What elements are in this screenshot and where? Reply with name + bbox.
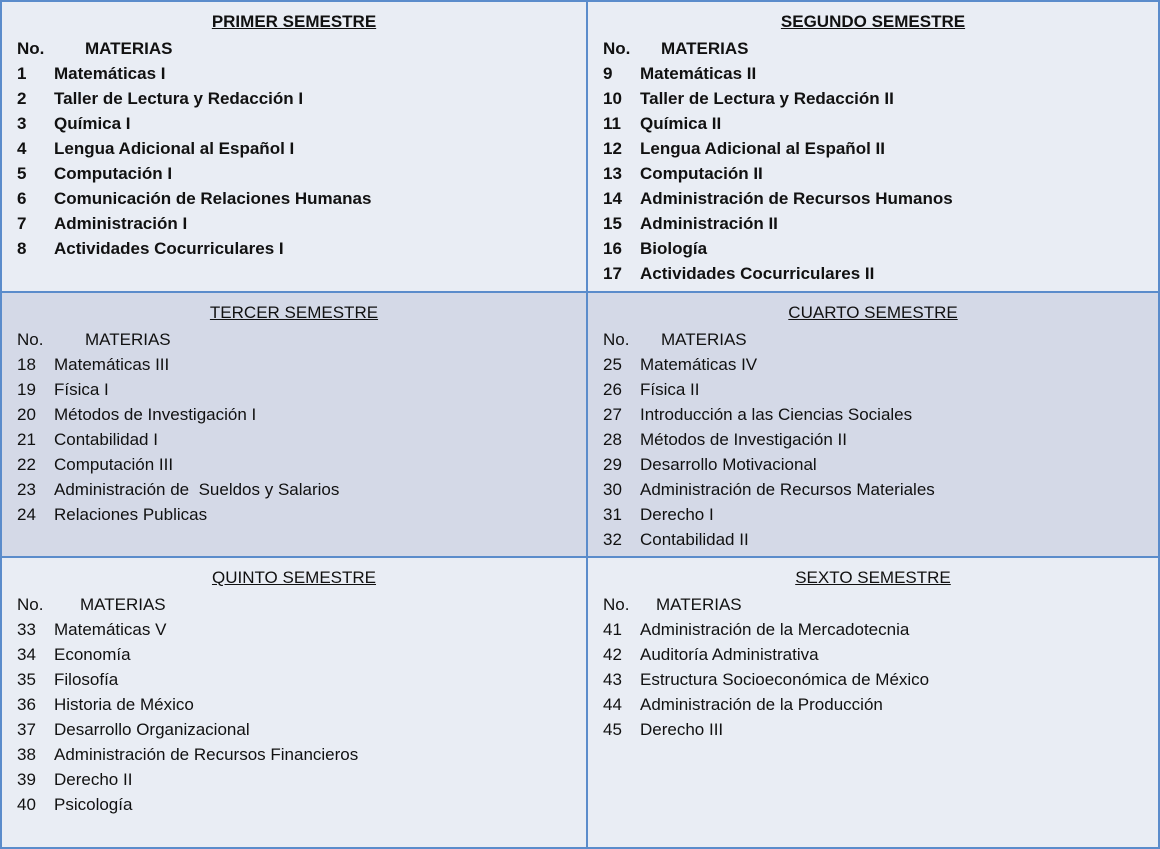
column-header-row: [17, 592, 166, 617]
subject-name: Computación I: [54, 164, 173, 183]
subject-name: Administración de la Mercadotecnia: [640, 620, 910, 639]
subject-row: [603, 502, 714, 527]
semester-title: PRIMER SEMESTRE: [211, 12, 377, 31]
subject-number: 12: [603, 139, 622, 158]
subject-number: 26: [603, 380, 622, 399]
subject-number: 30: [603, 480, 622, 499]
subject-row: [603, 692, 883, 717]
subject-number: 1: [17, 64, 27, 83]
subject-name: Derecho III: [640, 720, 724, 739]
subject-number: 42: [603, 645, 622, 664]
subject-name: Historia de México: [54, 695, 194, 714]
semester-cell: [0, 556, 588, 849]
subject-number: 37: [17, 720, 36, 739]
subject-number: 32: [603, 530, 622, 549]
subject-number: 7: [17, 214, 27, 233]
subject-number: 3: [17, 114, 27, 133]
subject-row: [603, 717, 723, 742]
header-materias: MATERIAS: [80, 595, 166, 614]
subject-name: Administración de Recursos Materiales: [640, 480, 935, 499]
subject-row: [17, 352, 169, 377]
subject-row: [17, 427, 158, 452]
subject-row: [17, 161, 172, 186]
subject-row: [17, 642, 131, 667]
subject-row: [17, 377, 109, 402]
subject-name: Administración II: [640, 214, 778, 233]
subject-row: [17, 767, 132, 792]
header-materias: MATERIAS: [85, 330, 171, 349]
subject-row: [603, 617, 909, 642]
subject-row: [17, 667, 118, 692]
semester-cell: [586, 556, 1160, 849]
subject-name: Economía: [54, 645, 131, 664]
subject-row: [17, 792, 132, 817]
semester-cell: [0, 0, 588, 293]
subject-row: [603, 211, 778, 236]
subject-row: [17, 236, 284, 261]
subject-name: Matemáticas IV: [640, 355, 758, 374]
subject-row: [17, 61, 166, 86]
subject-number: 41: [603, 620, 622, 639]
subject-row: [603, 136, 885, 161]
subject-name: Desarrollo Organizacional: [54, 720, 250, 739]
header-materias: MATERIAS: [661, 330, 747, 349]
subject-name: Relaciones Publicas: [54, 505, 208, 524]
subject-row: [603, 667, 929, 692]
subject-name: Biología: [640, 239, 708, 258]
subject-name: Química II: [640, 114, 722, 133]
subject-name: Administración I: [54, 214, 188, 233]
subject-name: Filosofía: [54, 670, 119, 689]
subject-number: 35: [17, 670, 36, 689]
subject-number: 2: [17, 89, 27, 108]
header-no: No.: [603, 330, 630, 349]
subject-number: 9: [603, 64, 613, 83]
subject-row: [17, 211, 187, 236]
subject-number: 28: [603, 430, 622, 449]
subject-row: [603, 452, 817, 477]
subject-name: Administración de Recursos Humanos: [640, 189, 953, 208]
subject-number: 10: [603, 89, 622, 108]
subject-name: Matemáticas V: [54, 620, 167, 639]
subject-row: [603, 352, 757, 377]
subject-number: 4: [17, 139, 27, 158]
subject-row: [603, 261, 874, 286]
subject-name: Actividades Cocurriculares I: [54, 239, 284, 258]
semester-title: QUINTO SEMESTRE: [211, 568, 377, 587]
subject-row: [17, 186, 371, 211]
subject-number: 36: [17, 695, 36, 714]
subject-name: Matemáticas III: [54, 355, 170, 374]
subject-name: Lengua Adicional al Español I: [54, 139, 295, 158]
column-header-row: [17, 327, 171, 352]
subject-number: 25: [603, 355, 622, 374]
subject-name: Psicología: [54, 795, 133, 814]
subject-row: [17, 452, 173, 477]
header-materias: MATERIAS: [85, 39, 173, 58]
subject-row: [17, 402, 256, 427]
subject-name: Taller de Lectura y Redacción I: [54, 89, 304, 108]
semester-title: SEGUNDO SEMESTRE: [780, 12, 966, 31]
subject-name: Derecho II: [54, 770, 133, 789]
subject-number: 13: [603, 164, 622, 183]
subject-row: [603, 186, 953, 211]
subject-name: Derecho I: [640, 505, 714, 524]
semester-cell: [586, 0, 1160, 293]
subject-number: 14: [603, 189, 622, 208]
subject-name: Física I: [54, 380, 109, 399]
subject-number: 22: [17, 455, 36, 474]
subject-row: [17, 692, 194, 717]
subject-name: Administración de la Producción: [640, 695, 883, 714]
subject-name: Actividades Cocurriculares II: [640, 264, 875, 283]
subject-name: Contabilidad II: [640, 530, 749, 549]
subject-number: 23: [17, 480, 36, 499]
subject-row: [603, 642, 819, 667]
subject-name: Métodos de Investigación II: [640, 430, 847, 449]
subject-name: Matemáticas II: [640, 64, 757, 83]
subject-row: [603, 61, 756, 86]
subject-name: Física II: [640, 380, 700, 399]
subject-number: 39: [17, 770, 36, 789]
subject-name: Administración de Sueldos y Salarios: [54, 480, 340, 499]
subject-number: 38: [17, 745, 36, 764]
subject-name: Estructura Socioeconómica de México: [640, 670, 930, 689]
subject-number: 44: [603, 695, 622, 714]
subject-row: [603, 86, 894, 111]
subject-row: [17, 717, 250, 742]
subject-row: [603, 161, 763, 186]
subject-number: 6: [17, 189, 27, 208]
subject-name: Administración de Recursos Financieros: [54, 745, 359, 764]
subject-row: [17, 86, 303, 111]
subject-number: 11: [603, 114, 621, 133]
subject-name: Desarrollo Motivacional: [640, 455, 817, 474]
subject-number: 21: [17, 430, 36, 449]
subject-name: Química I: [54, 114, 131, 133]
subject-number: 16: [603, 239, 622, 258]
subject-name: Computación III: [54, 455, 174, 474]
subject-number: 43: [603, 670, 622, 689]
subject-number: 31: [603, 505, 622, 524]
subject-number: 8: [17, 239, 27, 258]
subject-name: Taller de Lectura y Redacción II: [640, 89, 894, 108]
semester-cell: [586, 291, 1160, 558]
subject-number: 15: [603, 214, 622, 233]
semester-cell: [0, 291, 588, 558]
column-header-row: [603, 592, 742, 617]
subject-name: Auditoría Administrativa: [640, 645, 819, 664]
subject-number: 20: [17, 405, 36, 424]
subject-row: [17, 111, 131, 136]
subject-name: Computación II: [640, 164, 763, 183]
subject-name: Contabilidad I: [54, 430, 158, 449]
subject-number: 19: [17, 380, 36, 399]
header-materias: MATERIAS: [661, 39, 749, 58]
header-no: No.: [17, 330, 44, 349]
subject-number: 45: [603, 720, 622, 739]
header-materias: MATERIAS: [656, 595, 742, 614]
column-header-row: [17, 36, 173, 61]
semester-title: SEXTO SEMESTRE: [795, 568, 951, 587]
subject-row: [17, 136, 294, 161]
header-no: No.: [603, 595, 630, 614]
subject-row: [17, 617, 166, 642]
column-header-row: [603, 327, 747, 352]
header-no: No.: [17, 39, 45, 58]
subject-row: [17, 477, 339, 502]
semester-title: TERCER SEMESTRE: [209, 303, 379, 322]
subject-number: 18: [17, 355, 36, 374]
subject-row: [603, 236, 707, 261]
subject-row: [603, 427, 847, 452]
subject-row: [603, 402, 912, 427]
subject-name: Matemáticas I: [54, 64, 166, 83]
subject-number: 27: [603, 405, 622, 424]
subject-name: Lengua Adicional al Español II: [640, 139, 885, 158]
semester-title: CUARTO SEMESTRE: [788, 303, 958, 322]
subject-row: [603, 477, 935, 502]
subject-name: Comunicación de Relaciones Humanas: [54, 189, 372, 208]
subject-row: [603, 527, 749, 552]
header-no: No.: [17, 595, 44, 614]
subject-number: 17: [603, 264, 622, 283]
subject-row: [17, 502, 207, 527]
subject-row: [603, 377, 700, 402]
subject-name: Métodos de Investigación I: [54, 405, 257, 424]
subject-number: 33: [17, 620, 36, 639]
subject-number: 5: [17, 164, 27, 183]
subject-number: 34: [17, 645, 36, 664]
subject-number: 24: [17, 505, 36, 524]
subject-row: [603, 111, 721, 136]
subject-number: 40: [17, 795, 36, 814]
column-header-row: [603, 36, 749, 61]
header-no: No.: [603, 39, 631, 58]
subject-number: 29: [603, 455, 622, 474]
subject-row: [17, 742, 358, 767]
subject-name: Introducción a las Ciencias Sociales: [640, 405, 913, 424]
